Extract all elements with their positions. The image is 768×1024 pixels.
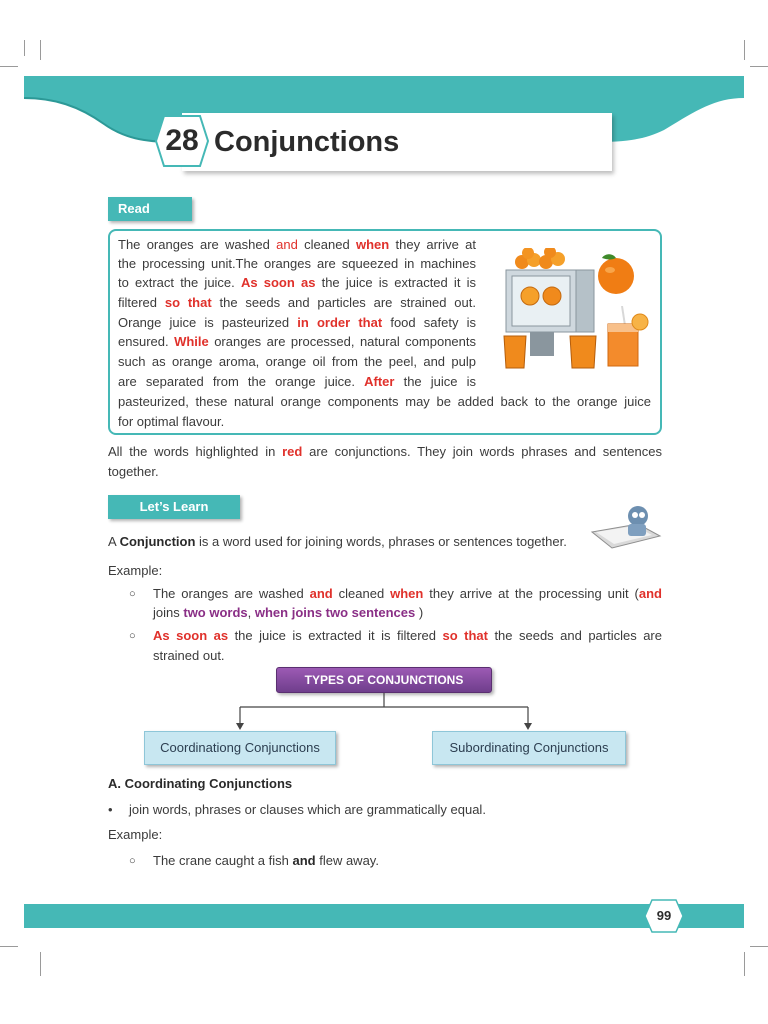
coordinating-conjunctions-box: Coordinationg Conjunctions [144,731,336,765]
robot-reading-illustration [590,502,662,552]
example-label: Example: [108,563,163,578]
read-label: Read [108,197,192,221]
juice-glass-illustration [604,306,650,368]
lets-learn-label: Let’s Learn [108,495,240,519]
example-1-line-1: The oranges are washed and cleaned when they arrive at the processing unit (and [153,586,662,601]
passage-line-6: ensured. While oranges are processed, natural components [118,334,476,349]
crop-mark [744,40,745,60]
passage-line-7: such as orange aroma, orange oil from the peel, and pulp [118,354,476,369]
juicer-machine-illustration [500,248,600,374]
crop-mark [40,40,41,60]
passage-line-5: Orange juice is pasteurized in order that food safety is [118,315,476,330]
crop-mark [0,946,18,947]
passage-line-3: to extract the juice. As soon as the juice is extracted it is [118,275,476,290]
passage-line-8: are separated from the orange juice. After the juice is [118,374,476,389]
page-number: 99 [656,908,672,923]
diagram-connector-lines [230,693,540,733]
example-1-line-2: joins two words, when joins two sentences ) [153,605,424,620]
crop-mark [24,40,25,56]
example-2-line-1: As soon as the juice is extracted it is filtered so that the seeds and particles are [153,628,662,643]
crop-mark [40,952,41,976]
section-a-example: The crane caught a fish and flew away. [153,853,379,868]
circle-bullet-icon: ○ [129,855,136,867]
crop-mark [0,66,18,67]
passage-line-2: the processing unit.The oranges are squeezed in machines [118,256,476,271]
circle-bullet-icon: ○ [129,588,136,600]
crop-mark [744,952,745,976]
section-a-example-label: Example: [108,827,163,842]
summary-line-1: All the words highlighted in red are conjunctions. They join words phrases and sentences [108,444,662,459]
section-a-bullet: join words, phrases or clauses which are grammatically equal. [129,802,486,817]
circle-bullet-icon: ○ [129,630,136,642]
definition-line: A Conjunction is a word used for joining words, phrases or sentences together. [108,534,567,549]
example-2-line-2: strained out. [153,648,225,663]
orange-fruit-illustration [594,252,638,296]
types-of-conjunctions-box: TYPES OF CONJUNCTIONS [276,667,492,693]
chapter-number: 28 [165,124,199,157]
footer-band [24,904,744,928]
crop-mark [750,946,768,947]
passage-line-4: filtered so that the seeds and particles are strained out. [118,295,476,310]
chapter-title: Conjunctions [214,126,400,158]
passage-line-10: for optimal flavour. [118,414,225,429]
summary-line-2: together. [108,464,159,479]
passage-line-9: pasteurized, these natural orange components may be added back to the orange juice [118,394,651,409]
crop-mark [750,66,768,67]
section-a-heading: A. Coordinating Conjunctions [108,776,293,791]
bullet-icon: • [108,802,113,817]
subordinating-conjunctions-box: Subordinating Conjunctions [432,731,626,765]
passage-line-1: The oranges are washed and cleaned when they arrive at [118,237,476,252]
